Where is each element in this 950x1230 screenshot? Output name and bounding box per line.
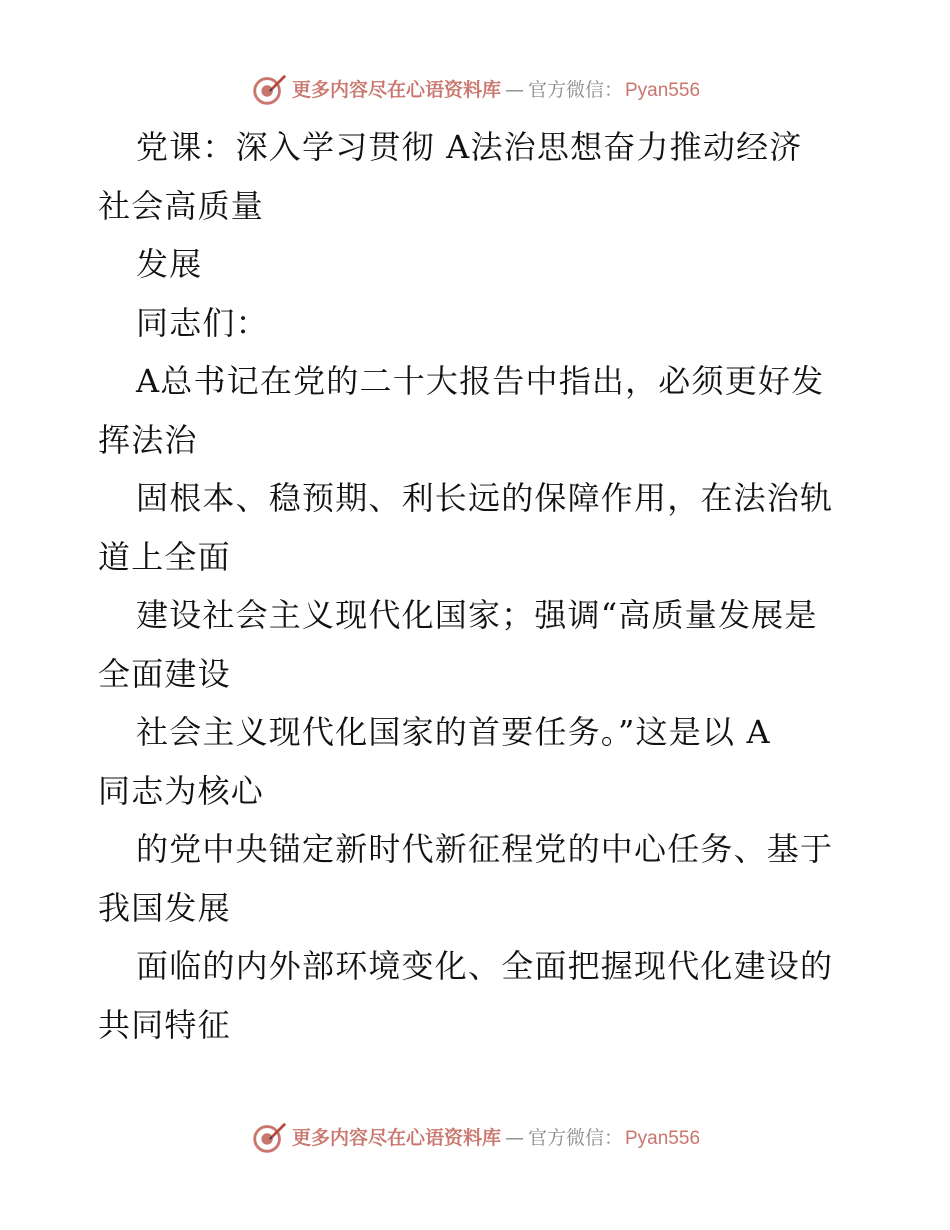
banner-text: 更多内容尽在心语资料库 [291,1126,501,1149]
document-body [98,118,858,1054]
pen-logo-icon [250,71,288,109]
text-line: 固根本、稳预期、利长远的保障作用，在法治轨 [136,479,834,517]
banner-separator: — [504,1126,524,1149]
banner-wechat-id: Pyan556 [625,79,701,101]
text-line: 党课：深入学习贯彻 A法治思想奋力推动经济 [136,128,803,166]
text-line: 建设社会主义现代化国家；强调“高质量发展是 [136,596,818,634]
text-line: 社会高质量 [98,186,265,225]
text-line: 我国发展 [98,888,231,927]
text-line: 全面建设 [98,654,231,693]
text-line: 的党中央锚定新时代新征程党的中心任务、基于 [136,830,834,868]
pen-logo-icon [250,1119,288,1157]
banner-separator: — [504,78,524,101]
text-line: 共同特征 [98,1005,231,1044]
text-line: 同志为核心 [98,771,265,810]
text-line: 面临的内外部环境变化、全面把握现代化建设的 [136,947,834,985]
text-line: 同志们： [136,303,269,342]
text-line: 挥法治 [98,420,198,459]
text-line: A总书记在党的二十大报告中指出，必须更好发 [136,362,825,400]
banner-text: 更多内容尽在心语资料库 [291,78,501,101]
text-line: 发展 [136,245,203,283]
header-banner [0,70,950,110]
text-line: 社会主义现代化国家的首要任务。”这是以 A [136,713,771,751]
banner-label: 官方微信： [527,1126,623,1149]
footer-banner [0,1118,950,1158]
banner-wechat-id: Pyan556 [625,1127,701,1149]
banner-label: 官方微信： [527,78,623,101]
text-line: 道上全面 [98,537,231,576]
